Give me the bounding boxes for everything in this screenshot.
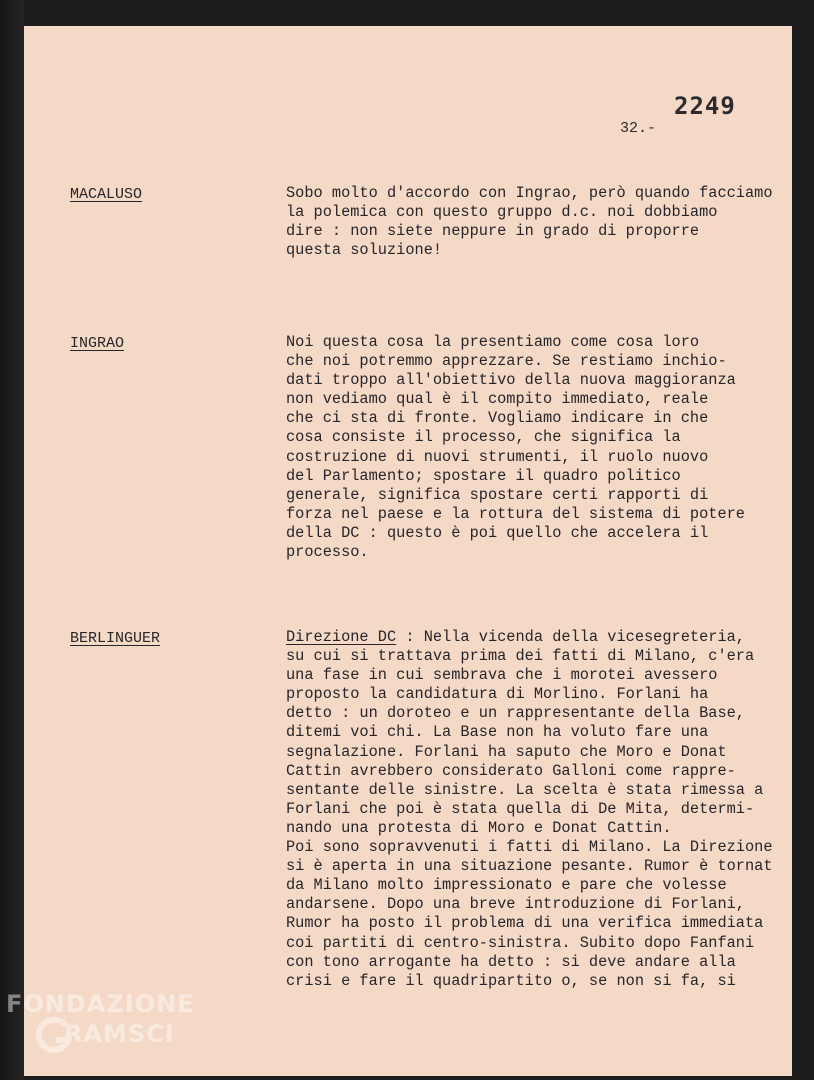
text-line: forza nel paese e la rottura del sistema di potere bbox=[286, 504, 745, 523]
text-line-rest: : Nella vicenda della vicesegreteria, bbox=[396, 628, 745, 646]
text-line: Rumor ha posto il problema di una verifica immediata bbox=[286, 914, 764, 933]
fondazione-gramsci-watermark bbox=[6, 992, 195, 1046]
text-line: dire : non siete neppure in grado di proporre bbox=[286, 222, 700, 241]
text-line: cosa consiste il processo, che significa la bbox=[286, 428, 681, 447]
paragraph-ingrao bbox=[286, 333, 796, 562]
text-line: la polemica con questo gruppo d.c. noi dobbiamo bbox=[286, 203, 718, 222]
text-line: crisi e fare il quadripartito o, se non si fa, si bbox=[286, 971, 736, 990]
text-line: della DC : questo è poi quello che accelera il bbox=[286, 523, 709, 542]
speaker-macaluso: MACALUSO bbox=[70, 186, 143, 203]
text-line: processo. bbox=[286, 543, 369, 562]
text-line: detto : un doroteo e un rappresentante della Base, bbox=[286, 704, 745, 723]
text-line: ditemi voi chi. La Base non ha voluto fare una bbox=[286, 723, 709, 742]
archive-stamp-number: 2249 bbox=[674, 92, 736, 120]
text-line: proposto la candidatura di Morlino. Forlani ha bbox=[286, 685, 709, 704]
section-heading: Direzione DC bbox=[286, 628, 397, 646]
speaker-berlinguer: BERLINGUER bbox=[70, 630, 161, 647]
text-line: dati troppo all'obiettivo della nuova maggioranza bbox=[286, 371, 736, 390]
text-line: costruzione di nuovi strumenti, il ruolo nuovo bbox=[286, 447, 709, 466]
text-line: segnalazione. Forlani ha saputo che Moro e Donat bbox=[286, 742, 727, 761]
watermark-line-2: RAMSCI bbox=[64, 1020, 175, 1048]
text-line: sentante delle sinistre. La scelta è stata rimessa a bbox=[286, 780, 764, 799]
page-number: 32.- bbox=[620, 120, 657, 137]
text-line bbox=[286, 628, 796, 647]
text-line: con tono arrogante ha detto : si deve andare alla bbox=[286, 952, 736, 971]
text-line: generale, significa spostare certi rapporti di bbox=[286, 485, 709, 504]
text-line: nando una protesta di Moro e Donat Cattin. bbox=[286, 818, 672, 837]
text-line: da Milano molto impressionato e pare che volesse bbox=[286, 876, 727, 895]
text-line: del Parlamento; spostare il quadro politico bbox=[286, 466, 681, 485]
paragraph-macaluso bbox=[286, 184, 796, 260]
text-line: andarsene. Dopo una breve introduzione di Forlani, bbox=[286, 895, 745, 914]
text-line: si è aperta in una situazione pesante. Rumor è tornat bbox=[286, 857, 773, 876]
text-line: Sobo molto d'accordo con Ingrao, però quando facciamo bbox=[286, 184, 773, 202]
text-line: Poi sono sopravvenuti i fatti di Milano. La Direzione bbox=[286, 838, 773, 857]
gramsci-g-logo-icon bbox=[34, 1016, 74, 1056]
text-line: su cui si trattava prima dei fatti di Milano, c'era bbox=[286, 647, 755, 666]
speaker-ingrao: INGRAO bbox=[70, 335, 125, 352]
text-line: non vediamo qual è il compito immediato, reale bbox=[286, 390, 709, 409]
text-line: Cattin avrebbero considerato Galloni come rappre- bbox=[286, 761, 736, 780]
text-line: Forlani che poi è stata quella di De Mita, determi- bbox=[286, 799, 755, 818]
text-line: Noi questa cosa la presentiamo come cosa loro bbox=[286, 333, 700, 351]
text-line: coi partiti di centro-sinistra. Subito dopo Fanfani bbox=[286, 933, 755, 952]
text-line: una fase in cui sembrava che i morotei avessero bbox=[286, 666, 718, 685]
text-line: questa soluzione! bbox=[286, 241, 443, 260]
text-line: che noi potremmo apprezzare. Se restiamo inchio- bbox=[286, 352, 727, 371]
paragraph-berlinguer bbox=[286, 628, 796, 991]
scan-edge bbox=[0, 0, 24, 1080]
watermark-line-1: FONDAZIONE bbox=[6, 990, 195, 1018]
text-line: che ci sta di fronte. Vogliamo indicare in che bbox=[286, 409, 709, 428]
